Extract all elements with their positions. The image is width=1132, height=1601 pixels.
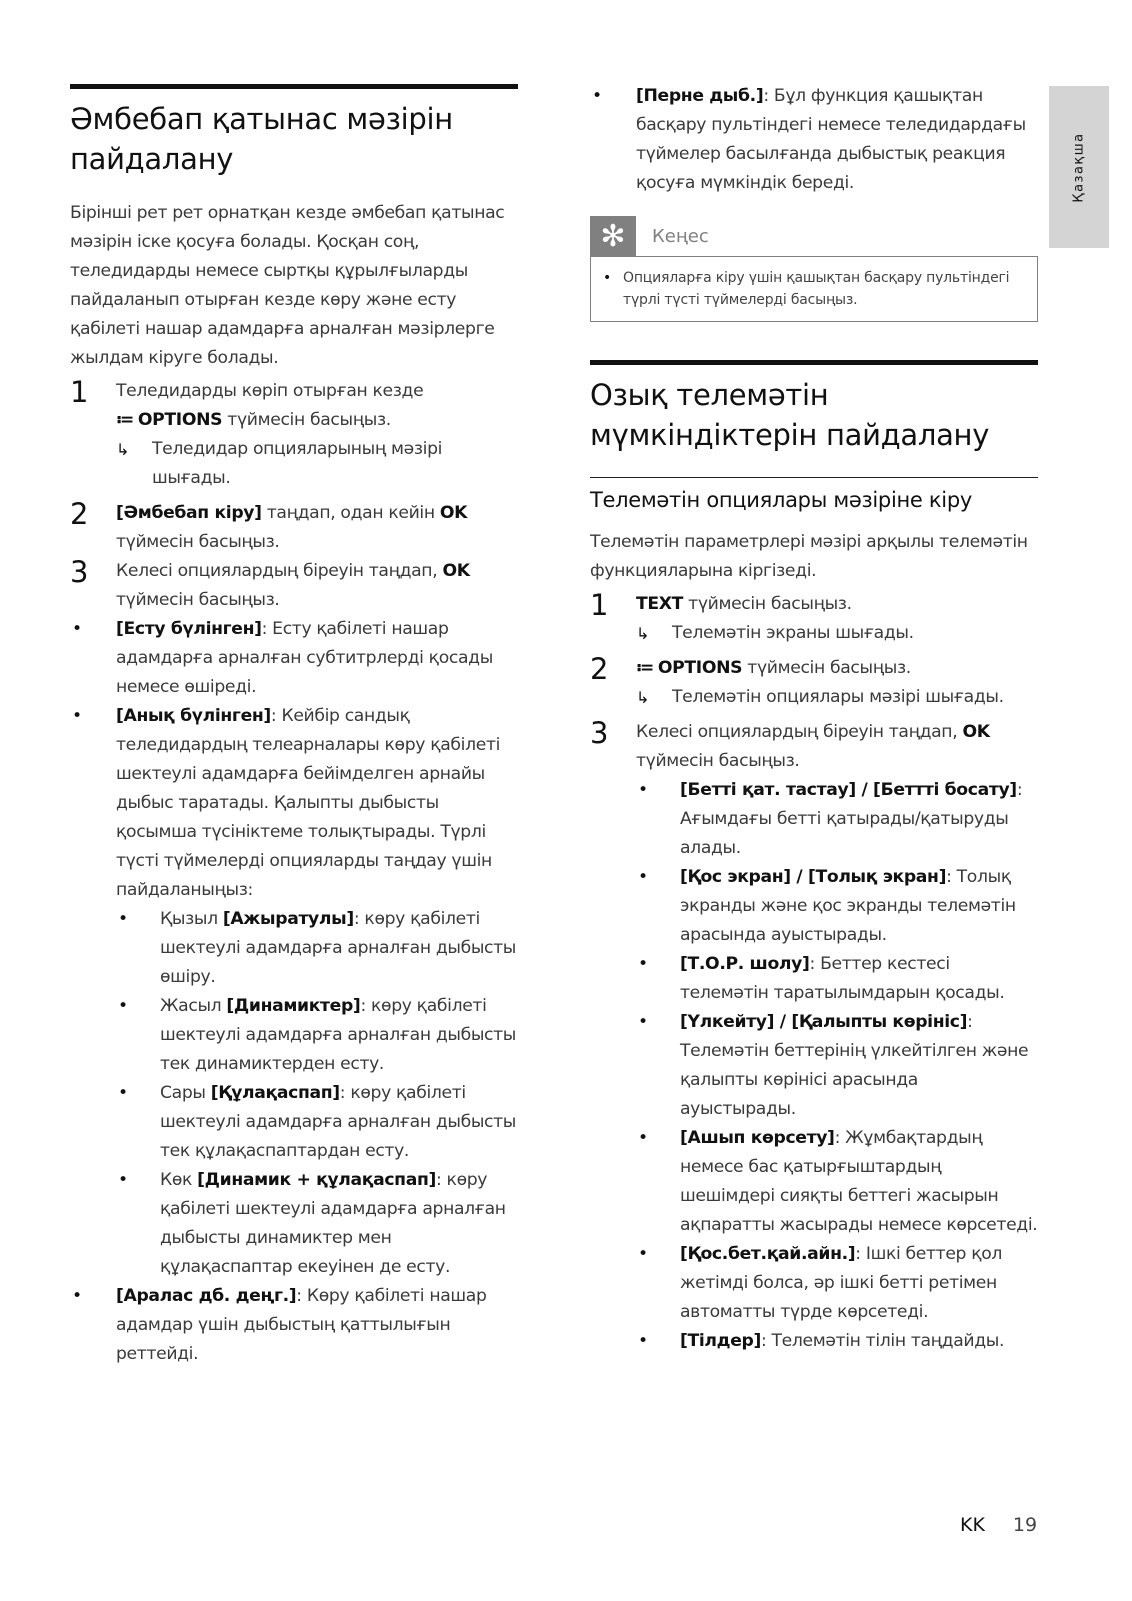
- menu-term: [Ашып көрсету]: [680, 1128, 835, 1148]
- bullet-icon: •: [118, 1170, 128, 1190]
- item-text: : Беттер кестесі телемәтін таратылымдарын қосады.: [680, 954, 1005, 1003]
- item-text: : Жұмбақтардың немесе бас қатырғыштардың шешімдері сияқты беттегі жасырын ақпаратты жасырады немесе көрсетеді.: [680, 1128, 1038, 1235]
- tip-header: [590, 216, 1038, 256]
- page-footer: [960, 1514, 1037, 1536]
- menu-term: [Бетті қат. тастау] / [Беттті босату]: [680, 780, 1017, 800]
- bullet-icon: •: [72, 706, 82, 726]
- item-text: : көру қабілеті шектеулі адамдарға арналған дыбысты тек құлақаспаптардан есту.: [160, 1083, 517, 1161]
- bullet-icon: •: [592, 86, 602, 106]
- options-key: OPTIONS: [137, 410, 223, 430]
- sub-list-item: [116, 905, 518, 992]
- right-column: [590, 82, 1038, 1356]
- step-text: Келесі опциялардың біреуін таңдап,: [116, 561, 443, 581]
- list-item: [636, 1008, 1038, 1124]
- intro-paragraph: Телемәтін параметрлері мәзірі арқылы телемәтін функцияларына кіргізеді.: [590, 532, 1028, 581]
- step-number: 3: [590, 716, 609, 750]
- options-list-icon: ≔: [636, 658, 654, 678]
- list-item: [636, 1240, 1038, 1327]
- menu-term: [Динамик + құлақаспап]: [197, 1170, 436, 1190]
- step-3: [590, 718, 1038, 1356]
- step-result: [116, 435, 518, 493]
- bullet-icon: •: [118, 1083, 128, 1103]
- list-item: [636, 1327, 1038, 1356]
- step-text: таңдап, одан кейін: [261, 503, 440, 523]
- step-number: 2: [590, 652, 609, 686]
- bullet-icon: •: [118, 996, 128, 1016]
- item-text: : Телемәтін тілін таңдайды.: [760, 1331, 1005, 1351]
- section-title: Озық телемәтін мүмкіндіктерін пайдалану: [590, 378, 990, 452]
- section-rule: [590, 360, 1038, 365]
- menu-term: [Т.О.Р. шолу]: [680, 954, 810, 974]
- list-item: [636, 1124, 1038, 1240]
- result-arrow-icon: ↳: [116, 440, 130, 459]
- list-item: [70, 1282, 518, 1369]
- menu-term: [Қос.бет.қай.айн.]: [680, 1244, 856, 1264]
- step-text: Келесі опциялардың біреуін таңдап,: [636, 722, 963, 742]
- result-text: Телемәтін опциялары мәзірі шығады.: [672, 687, 1004, 707]
- step-number: 3: [70, 555, 89, 589]
- step-result: [636, 619, 1038, 648]
- item-text: : көру қабілеті шектеулі адамдарға арналған дыбысты тек динамиктерден есту.: [160, 996, 517, 1074]
- item-text: : Ішкі беттер қол жетімді болса, әр ішкі бетті ретімен автоматты түрде көрсетеді.: [680, 1244, 1003, 1322]
- step-3: [70, 557, 518, 615]
- item-text: : Ағымдағы бетті қатырады/қатыруды алады.: [680, 780, 1023, 858]
- menu-term: [Анық бүлінген]: [116, 706, 271, 726]
- tip-text: Опцияларға кіру үшін қашықтан басқару пультіндегі түрлі түсті түймелерді басыңыз.: [623, 270, 1010, 308]
- page-title: Әмбебап қатынас мәзірін пайдалану: [70, 102, 453, 176]
- list-item: [70, 702, 518, 1282]
- sub-list-item: [116, 1079, 518, 1166]
- menu-term: [Тілдер]: [680, 1331, 761, 1351]
- tip-asterisk-icon: ✻: [590, 216, 636, 256]
- tip-label: Кеңес: [652, 225, 709, 247]
- ok-key: OK: [442, 561, 470, 581]
- tip-box: [590, 216, 1038, 322]
- step-number: 2: [70, 497, 89, 531]
- menu-term: [Ажыратулы]: [222, 909, 354, 929]
- item-text: : Көру қабілеті нашар адамдар үшін дыбыстың қаттылығын реттейді.: [116, 1286, 487, 1364]
- list-item: [70, 615, 518, 702]
- bullet-icon: •: [72, 1286, 82, 1306]
- menu-term: [Әмбебап кіру]: [116, 503, 262, 523]
- options-key: OPTIONS: [657, 658, 743, 678]
- tip-body: [590, 256, 1038, 322]
- menu-term: [Үлкейту] / [Қалыпты көрініс]: [680, 1012, 968, 1032]
- bullet-icon: •: [638, 1012, 648, 1032]
- list-item: [636, 950, 1038, 1008]
- language-tab: [1049, 86, 1109, 248]
- bullet-icon: •: [603, 270, 612, 286]
- item-text: : көру қабілеті шектеулі адамдарға арналған дыбысты өшіру.: [160, 909, 517, 987]
- intro-paragraph: Бірінші рет рет орнатқан кезде әмбебап қатынас мәзірін іске қосуға болады. Қосқан соң, теледидарды немесе сыртқы құрылғыларды пайдаланып отырған кезде көру және есту қабілеті нашар адамдарға арналған мәзірлерге жылдам кіруге болады.: [70, 203, 505, 368]
- step-1: [70, 377, 518, 493]
- sub-list-item: [116, 1166, 518, 1282]
- result-arrow-icon: ↳: [636, 688, 650, 707]
- item-text: : көру қабілеті шектеулі адамдарға арналған дыбысты динамиктер мен құлақаспаптар екеуінен де есту.: [160, 1170, 506, 1277]
- menu-term: [Динамиктер]: [226, 996, 361, 1016]
- menu-term: [Есту бүлінген]: [116, 619, 262, 639]
- bullet-icon: •: [638, 780, 648, 800]
- section-rule: [70, 84, 518, 89]
- bullet-icon: •: [638, 867, 648, 887]
- ok-key: OK: [962, 722, 990, 742]
- list-item: [590, 82, 1038, 198]
- step-number: 1: [70, 375, 89, 409]
- step-2: [590, 654, 1038, 712]
- step-text: түймесін басыңыз.: [636, 751, 800, 771]
- item-text: : Есту қабілеті нашар адамдарға арналған субтитрлерді қосады немесе өшіреді.: [116, 619, 493, 697]
- step-result: [636, 683, 1038, 712]
- bullet-icon: •: [638, 1128, 648, 1148]
- step-text: түймесін басыңыз.: [116, 532, 280, 552]
- step-1: [590, 590, 1038, 648]
- subsection-title: Телемәтін опциялары мәзіріне кіру: [590, 488, 972, 512]
- item-text: : Бұл функция қашықтан басқару пультіндегі немесе теледидардағы түймелер басылғанда дыбыстық реакция қосуға мүмкіндік береді.: [636, 86, 1026, 193]
- menu-term: [Қос экран] / [Толық экран]: [680, 867, 947, 887]
- step-text: түймесін басыңыз.: [742, 658, 911, 678]
- menu-term: [Құлақаспап]: [210, 1083, 340, 1103]
- step-text: түймесін басыңыз.: [222, 410, 391, 430]
- color-name: Сары: [160, 1083, 211, 1103]
- language-code: KK: [960, 1514, 985, 1536]
- menu-term: [Аралас дб. деңг.]: [116, 1286, 297, 1306]
- color-name: Жасыл: [160, 996, 227, 1016]
- bullet-icon: •: [638, 1244, 648, 1264]
- bullet-icon: •: [72, 619, 82, 639]
- item-text: : Толық экранды және қос экранды телемәтін арасында ауыстырады.: [680, 867, 1016, 945]
- color-name: Қызыл: [160, 909, 223, 929]
- color-name: Көк: [160, 1170, 198, 1190]
- sub-list-item: [116, 992, 518, 1079]
- page-number: 19: [1012, 1514, 1038, 1536]
- result-arrow-icon: ↳: [636, 624, 650, 643]
- step-2: [70, 499, 518, 557]
- bullet-icon: •: [638, 954, 648, 974]
- subsection-rule: [590, 477, 1038, 478]
- result-text: Теледидар опцияларының мәзірі шығады.: [152, 439, 443, 488]
- step-text: түймесін басыңыз.: [116, 590, 280, 610]
- tip-item: [601, 267, 1025, 311]
- step-text: Теледидарды көріп отырған кезде: [116, 381, 424, 401]
- options-list-icon: ≔: [116, 410, 134, 430]
- bullet-icon: •: [118, 909, 128, 929]
- bullet-icon: •: [638, 1331, 648, 1351]
- step-text: түймесін басыңыз.: [683, 594, 852, 614]
- item-text: : Телемәтін беттерінің үлкейтілген және қалыпты көрінісі арасында ауыстырады.: [680, 1012, 1029, 1119]
- step-number: 1: [590, 588, 609, 622]
- language-tab-label: Қазақша: [1071, 131, 1087, 203]
- result-text: Телемәтін экраны шығады.: [672, 623, 914, 643]
- menu-term: [Перне дыб.]: [636, 86, 764, 106]
- text-key: TEXT: [636, 594, 684, 614]
- list-item: [636, 776, 1038, 863]
- left-column: [70, 84, 518, 1369]
- item-text: : Кейбір сандық теледидардың телеарналары көру қабілеті шектеулі адамдарға бейімделген арнайы дыбыс таратады. Қалыпты дыбысты қосымша түсініктеме толықтырады. Түрлі түсті түймелерді опцияларды таңдау үшін пайдаланыңыз:: [116, 706, 501, 900]
- ok-key: OK: [439, 503, 468, 523]
- list-item: [636, 863, 1038, 950]
